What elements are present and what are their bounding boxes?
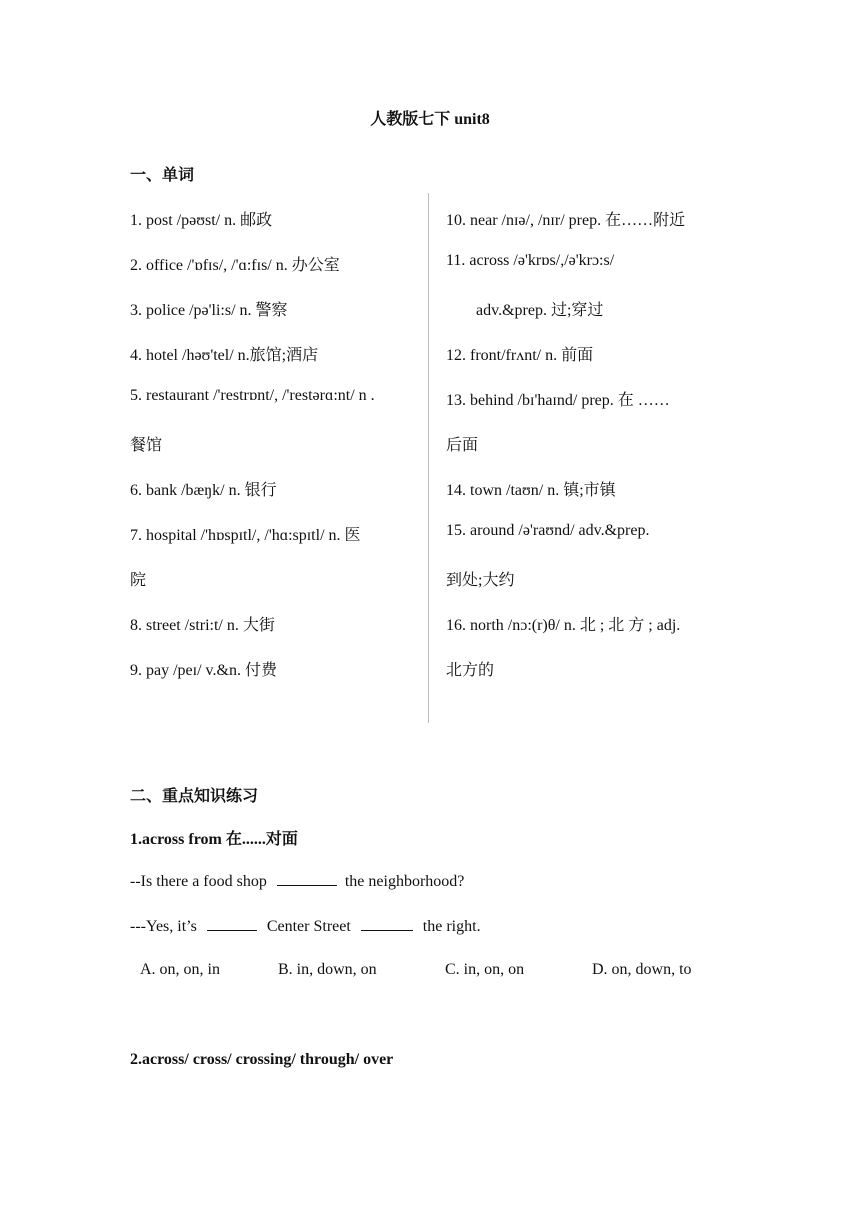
vocab-item: 10. near /nɪə/, /nɪr/ prep. 在……附近: [446, 212, 686, 229]
option-d[interactable]: D. on, down, to: [592, 961, 692, 978]
vocab-item-continuation: 院: [130, 572, 147, 589]
answer-blank[interactable]: [277, 871, 337, 886]
question-text: the neighborhood?: [344, 873, 465, 890]
vocab-item: 12. front/frʌnt/ n. 前面: [446, 347, 594, 364]
vocab-item: 14. town /taʊn/ n. 镇;市镇: [446, 482, 616, 499]
vocab-item: 8. street /stri:t/ n. 大街: [130, 617, 275, 634]
answer-text: ---Yes, it’s: [130, 918, 197, 935]
answer-blank[interactable]: [361, 916, 413, 931]
vocab-item: 2. office /'ɒfɪs/, /'ɑ:fɪs/ n. 办公室: [130, 257, 340, 274]
option-c[interactable]: C. in, on, on: [445, 961, 525, 978]
answer-text: Center Street: [266, 918, 351, 935]
vocab-item: 13. behind /bɪ'haɪnd/ prep. 在 ……: [446, 392, 670, 409]
vocab-item: 3. police /pə'li:s/ n. 警察: [130, 302, 288, 319]
answer-text: the right.: [422, 918, 481, 935]
vocab-item: 15. around /ə'raʊnd/ adv.&prep.: [446, 522, 650, 539]
section-heading-vocabulary: 一、单词: [130, 167, 195, 184]
question-text: --Is there a food shop: [130, 873, 267, 890]
page-title: 人教版七下 unit8: [370, 111, 490, 128]
vocab-item-continuation: 餐馆: [130, 437, 163, 454]
vocab-item: 4. hotel /həʊ'tel/ n.旅馆;酒店: [130, 347, 319, 364]
vocab-item-continuation: 到处;大约: [446, 572, 515, 589]
exercise-1-question-line: [130, 871, 464, 891]
answer-blank[interactable]: [207, 916, 257, 931]
vocab-item: 5. restaurant /'restrɒnt/, /'restərɑ:nt/ n .: [130, 387, 375, 404]
vocab-item: 6. bank /bæŋk/ n. 银行: [130, 482, 277, 499]
vocab-item-continuation: 后面: [446, 437, 479, 454]
vocab-item: 9. pay /peɪ/ v.&n. 付费: [130, 662, 277, 679]
vocab-item: 1. post /pəʊst/ n. 邮政: [130, 212, 273, 229]
vocab-item-continuation: 北方的: [446, 662, 495, 679]
option-b[interactable]: B. in, down, on: [278, 961, 377, 978]
vocab-item: 7. hospital /'hɒspɪtl/, /'hɑ:spɪtl/ n. 医: [130, 527, 361, 544]
section-heading-practice: 二、重点知识练习: [130, 788, 259, 805]
option-a[interactable]: A. on, on, in: [140, 961, 220, 978]
exercise-1-answer-line: [130, 916, 481, 936]
vocab-item: 11. across /ə'krɒs/,/ə'krɔ:s/: [446, 252, 615, 269]
column-divider: [428, 193, 429, 723]
vocab-item-continuation: adv.&prep. 过;穿过: [476, 302, 604, 319]
exercise-2-heading: 2.across/ cross/ crossing/ through/ over: [130, 1051, 394, 1068]
vocab-item: 16. north /nɔ:(r)θ/ n. 北 ; 北 方 ; adj.: [446, 617, 681, 634]
exercise-1-heading: 1.across from 在......对面: [130, 831, 298, 848]
